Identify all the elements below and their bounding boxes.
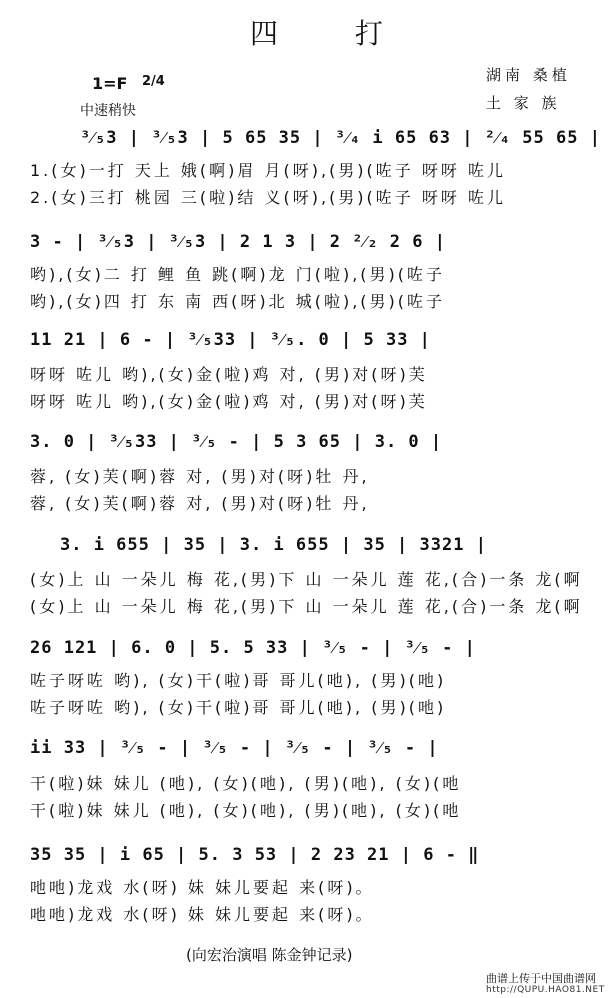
lyric-row-4-verse-1: 蓉, (女)芙(啊)蓉 对, (男)对(呀)牡 丹, [30, 467, 370, 486]
lyric-row-2-verse-1: 哟),(女)二 打 鲤 鱼 跳(啊)龙 门(啦),(男)(咗子 [30, 265, 446, 284]
lyric-row-8-verse-1: 吔吔)龙戏 水(呀) 妹 妹儿要起 来(呀)。 [30, 878, 375, 897]
notation-row-1: ³⁄₅3 | ³⁄₅3 | 5 65 35 | ³⁄₄ i 65 63 | ²⁄₄ 55 65 | [80, 128, 601, 148]
lyric-row-7-verse-1: 干(啦)妹 妹儿 (吔), (女)(吔), (男)(吔), (女)(吔 [30, 774, 462, 793]
lyric-row-1-verse-1: 1.(女)一打 天上 娥(啊)眉 月(呀),(男)(咗子 呀呀 咗儿 [30, 161, 506, 180]
notation-row-6: 26 121 | 6. 0 | 5. 5 33 | ³⁄₅ - | ³⁄₅ - | [30, 638, 476, 658]
song-title: 四 打 [250, 17, 417, 50]
lyric-row-3-verse-1: 呀呀 咗儿 哟),(女)金(啦)鸡 对, (男)对(呀)芙 [30, 365, 428, 384]
notation-row-2: 3 - | ³⁄₅3 | ³⁄₅3 | 2 1 3 | 2 ²⁄₂ 2 6 | [30, 232, 446, 252]
lyric-row-8-verse-2: 吔吔)龙戏 水(呀) 妹 妹儿要起 来(呀)。 [30, 905, 375, 924]
lyric-row-2-verse-2: 哟),(女)四 打 东 南 西(呀)北 城(啦),(男)(咗子 [30, 292, 446, 311]
notation-row-3: 11 21 | 6 - | ³⁄₅33 | ³⁄₅. 0 | 5 33 | [30, 330, 431, 350]
lyric-row-3-verse-2: 呀呀 咗儿 哟),(女)金(啦)鸡 对, (男)对(呀)芙 [30, 392, 428, 411]
lyric-row-6-verse-2: 咗子呀咗 哟), (女)干(啦)哥 哥儿(吔), (男)(吔) [30, 698, 447, 717]
key-signature: 1=F [92, 74, 128, 93]
performer-credit: (向宏治演唱 陈金钟记录) [186, 946, 353, 964]
time-signature: 2/4 [142, 74, 165, 89]
lyric-row-5-verse-2: (女)上 山 一朵儿 梅 花,(男)下 山 一朵儿 莲 花,(合)一条 龙(啊 [30, 597, 583, 616]
notation-row-4: 3. 0 | ³⁄₅33 | ³⁄₅ - | 5 3 65 | 3. 0 | [30, 432, 443, 452]
notation-row-7: ii 33 | ³⁄₅ - | ³⁄₅ - | ³⁄₅ - | ³⁄₅ - | [30, 738, 439, 758]
lyric-row-7-verse-2: 干(啦)妹 妹儿 (吔), (女)(吔), (男)(吔), (女)(吔 [30, 801, 462, 820]
lyric-row-5-verse-1: (女)上 山 一朵儿 梅 花,(男)下 山 一朵儿 莲 花,(合)一条 龙(啊 [30, 570, 583, 589]
lyric-row-1-verse-2: 2.(女)三打 桃园 三(啦)结 义(呀),(男)(咗子 呀呀 咗儿 [30, 188, 506, 207]
lyric-row-6-verse-1: 咗子呀咗 哟), (女)干(啦)哥 哥儿(吔), (男)(吔) [30, 671, 447, 690]
origin-region: 湖南 桑植 [486, 66, 571, 84]
tempo-marking: 中速稍快 [80, 103, 136, 119]
notation-row-5: 3. i 655 | 35 | 3. i 655 | 35 | 3321 | [60, 535, 487, 555]
watermark-line-1: 曲谱上传于中国曲谱网 [486, 972, 596, 985]
origin-people: 土 家 族 [486, 94, 561, 112]
watermark-line-2: http://QUPU.HAO81.NET [486, 985, 605, 995]
notation-row-8: 35 35 | i 65 | 5. 3 53 | 2 23 21 | 6 - ‖ [30, 845, 480, 865]
lyric-row-4-verse-2: 蓉, (女)芙(啊)蓉 对, (男)对(呀)牡 丹, [30, 494, 370, 513]
